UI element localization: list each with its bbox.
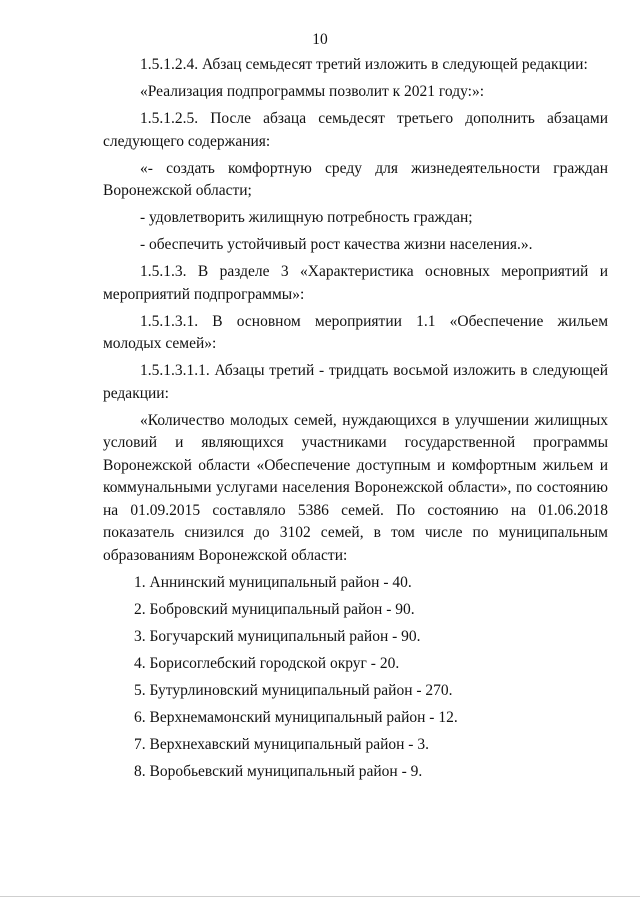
- paragraph: 1.5.1.3. В разделе 3 «Характеристика основных мероприятий и мероприятий подпрограммы»:: [103, 263, 608, 303]
- paragraph: - обеспечить устойчивый рост качества жизни населения.».: [140, 236, 533, 253]
- paragraph: 1.5.1.2.4. Абзац семьдесят третий изложить в следующей редакции:: [140, 56, 588, 73]
- paragraph: «Количество молодых семей, нуждающихся в улучшении жилищных условий и являющихся участниками государственной программы Воронежской области «Обеспечение доступным и комфортным жильем и коммунальными услугами населения Воронежской области», по состоянию на 01.09.2015 составляло 5386 семей. По состоянию на 01.06.2018 показатель снизился до 3102 семей, в том числе по муниципальным образованиям Воронежской области:: [103, 411, 608, 564]
- paragraph: «Реализация подпрограммы позволит к 2021 году:»:: [140, 83, 485, 100]
- list-item: 8. Воробьевский муниципальный район - 9.: [134, 762, 423, 780]
- scan-edge-divider: [0, 896, 640, 897]
- list-item: 2. Бобровский муниципальный район - 90.: [134, 600, 415, 618]
- paragraph: 1.5.1.3.1.1. Абзацы третий - тридцать восьмой изложить в следующей редакции:: [103, 362, 608, 402]
- paragraph: 1.5.1.2.5. После абзаца семьдесят третьего дополнить абзацами следующего содержания:: [103, 110, 608, 150]
- paragraph: 1.5.1.3.1. В основном мероприятии 1.1 «Обеспечение жильем молодых семей»:: [103, 312, 608, 352]
- paragraph: - удовлетворить жилищную потребность граждан;: [140, 209, 473, 226]
- list-item: 6. Верхнемамонский муниципальный район - 12.: [134, 708, 458, 726]
- paragraph: «- создать комфортную среду для жизнедеятельности граждан Воронежской области;: [103, 159, 608, 199]
- document-body: [103, 54, 608, 788]
- list-item: 7. Верхнехавский муниципальный район - 3.: [134, 735, 429, 753]
- page-number: 10: [312, 31, 328, 48]
- list-item: 3. Богучарский муниципальный район - 90.: [134, 627, 421, 645]
- list-item: 5. Бутурлиновский муниципальный район - 270.: [134, 681, 453, 699]
- list-item: 1. Аннинский муниципальный район - 40.: [134, 573, 412, 591]
- district-list: [103, 572, 608, 784]
- list-item: 4. Борисоглебский городской округ - 20.: [134, 654, 400, 672]
